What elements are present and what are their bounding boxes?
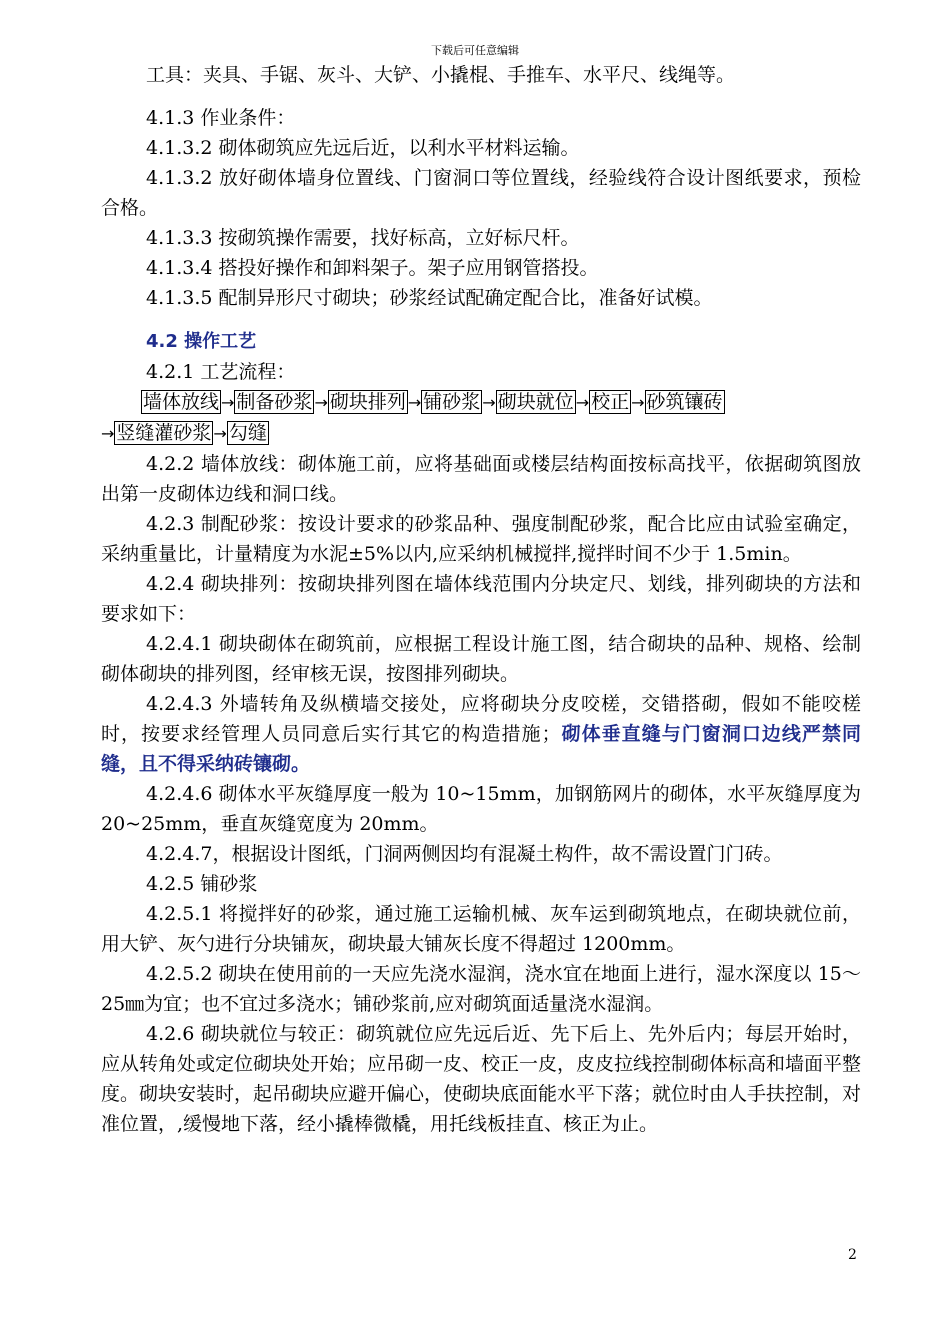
flow-arrow-icon: → [575, 393, 590, 412]
paragraph-4-2-5: 4.2.5 铺砂浆 [146, 873, 258, 895]
emphasis-text: 砌体垂直缝与门窗洞口边线严禁同缝，且不得采纳砖镶砌。 [101, 723, 861, 775]
paragraph-4-1-3-3: 4.1.3.3 按砌筑操作需要，找好标高，立好标尺杆。 [146, 227, 580, 249]
paragraph-4-2-4-1: 4.2.4.1 砌块砌体在砌筑前，应根据工程设计施工图，结合砌块的品种、规格、绘制砌体砌块的排列图，经审核无误，按图排列砌块。 [101, 633, 861, 685]
paragraph-4-2-4-3-text: 4.2.4.3 外墙转角及纵横墙交接处，应将砌块分皮咬槎，交错搭砌，假如不能咬槎时，按要求经管理人员同意后实行其它的构造措施； [101, 693, 861, 745]
flow-step: 砂筑镶砖 [646, 391, 723, 413]
paragraph-tools: 工具：夹具、手锯、灰斗、大铲、小撬棍、手推车、水平尺、线绳等。 [146, 64, 736, 86]
paragraph-4-1-3-2b: 4.1.3.2 放好砌体墙身位置线、门窗洞口等位置线，经验线符合设计图纸要求，预检合格。 [101, 167, 861, 219]
paragraph-4-2-1: 4.2.1 工艺流程： [146, 361, 296, 383]
paragraph-4-2-3: 4.2.3 制配砂浆：按设计要求的砂浆品种、强度制配砂浆，配合比应由试验室确定，采纳重量比，计量精度为水泥±5%以内,应采纳机械搅拌,搅拌时间不少于 1.5min。 [101, 513, 861, 565]
paragraph-4-2-4-3 [101, 689, 861, 779]
flow-arrow-icon: → [101, 424, 115, 443]
flow-step: 制备砂浆 [236, 391, 313, 413]
flow-step: 墙体放线 [143, 391, 220, 413]
paragraph-4-2-6: 4.2.6 砌块就位与较正：砌筑就位应先远后近、先下后上、先外后内；每层开始时，应从转角处或定位砌块处开始；应吊砌一皮、校正一皮，皮皮拉线控制砌体标高和墙面平整度。砌块安装时，起吊砌块应避开偏心，使砌块底面能水平下落；就位时由人手扶控制，对准位置，,缓慢地下落，经小撬棒微橇，用托线板挂直、核正为止。 [101, 1023, 862, 1135]
process-flow-line-1 [101, 387, 861, 418]
section-heading-4-2 [101, 326, 861, 357]
paragraph-4-1-3-4: 4.1.3.4 搭投好操作和卸料架子。架子应用钢管搭投。 [146, 257, 599, 279]
flow-arrow-icon: → [221, 393, 235, 412]
paragraph-4-2-2: 4.2.2 墙体放线：砌体施工前，应将基础面或楼层结构面按标高找平，依据砌筑图放出第一皮砌体边线和洞口线。 [101, 453, 861, 505]
section-heading-text: 4.2 操作工艺 [146, 331, 257, 352]
paragraph-4-2-5-1: 4.2.5.1 将搅拌好的砂浆，通过施工运输机械、灰车运到砌筑地点，在砌块就位前，用大铲、灰勺进行分块铺灰，砌块最大铺灰长度不得超过 1200mm。 [101, 903, 861, 955]
flow-step: 铺砂浆 [423, 391, 481, 413]
paragraph-4-2-4: 4.2.4 砌块排列：按砌块排列图在墙体线范围内分块定尺、划线，排列砌块的方法和要求如下： [101, 573, 861, 625]
paragraph-4-2-4-7: 4.2.4.7，根据设计图纸，门洞两侧因均有混凝土构件，故不需设置门门砖。 [146, 843, 783, 865]
document-body [101, 60, 861, 1139]
flow-arrow-icon: → [407, 393, 422, 412]
flow-arrow-icon: → [314, 393, 328, 412]
flow-step: 竖缝灌砂浆 [116, 422, 212, 444]
flow-step: 勾缝 [228, 422, 267, 444]
flow-arrow-icon: → [482, 393, 496, 412]
process-flow-line-2 [101, 418, 861, 449]
page-header: 下载后可任意编辑 [431, 44, 519, 57]
flow-step: 砌块排列 [329, 391, 406, 413]
flow-arrow-icon: → [213, 424, 227, 443]
paragraph-4-1-3: 4.1.3 作业条件： [146, 107, 296, 129]
paragraph-4-2-5-2: 4.2.5.2 砌块在使用前的一天应先浇水湿润，浇水宜在地面上进行，湿水深度以 15～25㎜为宜；也不宜过多浇水；铺砂浆前,应对砌筑面适量浇水湿润。 [101, 963, 861, 1015]
flow-arrow-icon: → [631, 393, 645, 412]
flow-step: 校正 [591, 391, 630, 413]
paragraph-4-1-3-2a: 4.1.3.2 砌体砌筑应先远后近，以利水平材料运输。 [146, 137, 580, 159]
flow-step: 砌块就位 [497, 391, 574, 413]
page-number: 2 [848, 1247, 857, 1263]
paragraph-4-1-3-5: 4.1.3.5 配制异形尺寸砌块；砂浆经试配确定配合比，准备好试模。 [146, 287, 713, 309]
paragraph-4-2-4-6: 4.2.4.6 砌体水平灰缝厚度一般为 10~15mm，加钢筋网片的砌体，水平灰缝厚度为 20~25mm，垂直灰缝宽度为 20mm。 [101, 783, 861, 835]
